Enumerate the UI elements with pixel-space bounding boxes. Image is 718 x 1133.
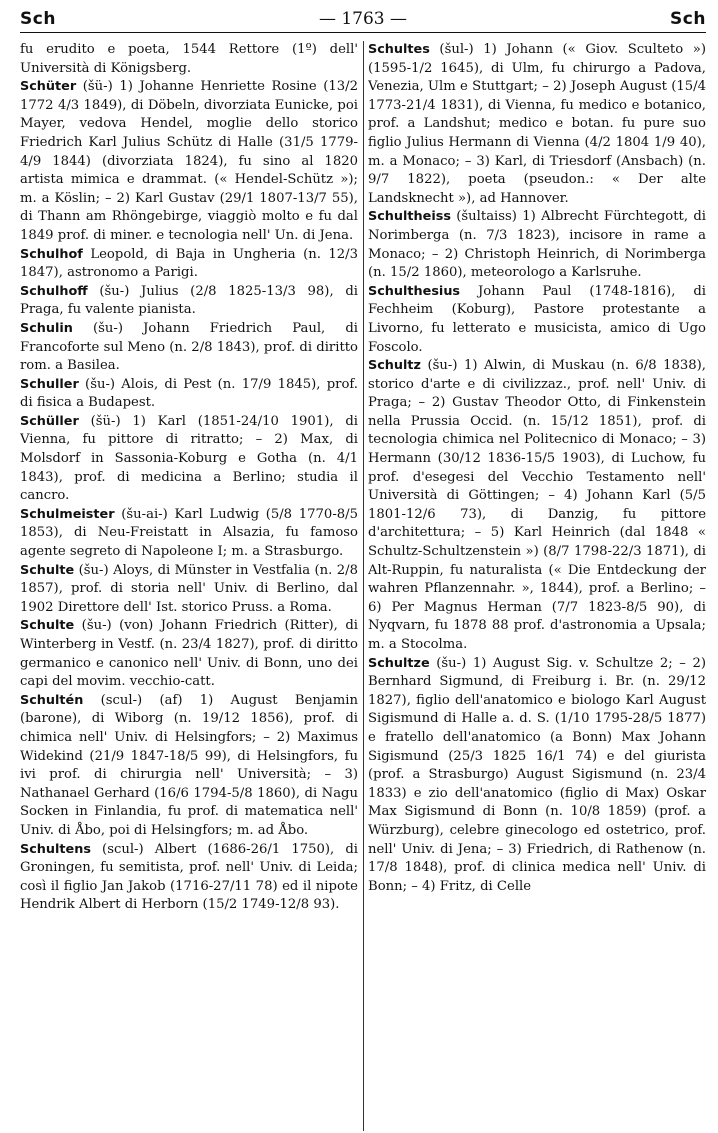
entry-headword: Schulmeister xyxy=(20,506,115,522)
entry-text: Leopold, di Baja in Ungheria (n. 12/3 1847), astronomo a Parigi. xyxy=(20,246,358,281)
entry xyxy=(20,413,358,506)
entry-headword: Schüter xyxy=(20,79,77,95)
entry-headword: Schulte xyxy=(20,618,75,634)
page-number: — 1763 — xyxy=(318,9,408,29)
running-head-right: Sch xyxy=(670,9,706,29)
entry-headword: Schüller xyxy=(20,413,79,429)
entry xyxy=(20,841,358,915)
column-right xyxy=(368,41,706,1131)
entry-text: (šu-ai-) Karl Ludwig (5/8 1770-8/5 1853), di Neu-Freistatt in Alsazia, fu famoso agente segreto di Napoleone I; m. a Strasburgo. xyxy=(20,506,358,560)
entry-text: (šu-) Johann Friedrich Paul, di Francoforte sul Meno (n. 2/8 1843), prof. di diritto rom. a Basilea. xyxy=(20,320,358,374)
entry-text: fu erudito e poeta, 1544 Rettore (1º) dell' Università di Königsberg. xyxy=(20,42,358,76)
entry-headword: Schultens xyxy=(20,841,91,857)
entry-text: (šul-) 1) Johann (« Giov. Sculteto ») (1595-1/2 1645), di Ulm, fu chirurgo a Padova, Venezia, Ulm e Stuttgart; – 2) Joseph August (15/4 1773-21/4 1831), di Vienna, fu medico e botanico, prof. a Landshut; medico e botan. fu pure suo figlio Julius Hermann di Vienna (4/2 1804 1/9 40), m. a Monaco; – 3) Karl, di Triesdorf (Ansbach) (n. 9/7 1822), poeta (pseudon.: « Der alte Landsknecht »), ad Hannover. xyxy=(368,42,706,206)
entry-headword: Schulhoff xyxy=(20,283,88,299)
entry xyxy=(368,41,706,208)
column-divider xyxy=(363,41,364,1131)
entry xyxy=(20,506,358,562)
entry xyxy=(368,357,706,655)
entry-text: (šu-) (von) Johann Friedrich (Ritter), di Winterberg in Vestf. (n. 23/4 1827), prof. di diritto germanico e canonico nell' Univ. di Bonn, uno dei capi del movim. vecchio-catt. xyxy=(20,618,358,690)
entry-text: (scul-) Albert (1686-26/1 1750), di Groningen, fu semitista, prof. nell' Univ. di Leida; così il figlio Jan Jakob (1716-27/11 78) ed il nipote Hendrik Albert di Herborn (15/2 1749-12/8 93). xyxy=(20,841,358,913)
entry-headword: Schultheiss xyxy=(368,209,451,225)
entry-headword: Schulin xyxy=(20,320,73,336)
entry-text: (scul-) (af) 1) August Benjamin (barone), di Wiborg (n. 19/12 1856), prof. di chimica nell' Univ. di Helsingfors; – 2) Maximus Widekind (21/9 1847-18/5 99), di Helsingfors, fu ivi prof. di chirurgia nell' Università; – 3) Nathanael Gerhard (16/6 1794-5/8 1860), di Nagu Socken in Finlandia, fu prof. di matematica nell' Univ. di Åbo, poi di Helsingfors; m. ad Åbo. xyxy=(20,692,358,838)
entry xyxy=(20,41,358,78)
entry xyxy=(20,246,358,283)
entry xyxy=(20,617,358,691)
entry-text: Johann Paul (1748-1816), di Fechheim (Koburg), Pastore protestante a Livorno, fu letterato e musicista, amico di Ugo Foscolo. xyxy=(368,283,706,355)
entry xyxy=(368,283,706,357)
entry-text: (šu-) 1) August Sig. v. Schultze 2; – 2) Bernhard Sigmund, di Freiburg i. Br. (n. 29/12 1827), figlio dell'anatomico e biologo Karl August Sigismund di Halle a. d. S. (1/10 1795-28/5 1877) e fratello dell'anatomico (a Bonn) Max Johann Sigismund (25/3 1825 16/1 74) e del giurista (prof. a Strasburgo) August Sigismund (n. 23/4 1833) e zio dell'anatomico (figlio di Max) Oskar Max Sigismund di Bonn (n. 10/8 1859) (prof. a Würzburg), celebre ginecologo ed ostetrico, prof. nell' Univ. di Jena; – 3) Friedrich, di Rathenow (n. 17/8 1848), prof. di clinica medica nell' Univ. di Bonn; – 4) Fritz, di Celle xyxy=(368,655,706,894)
entry xyxy=(368,208,706,282)
entry-text: (šü-) 1) Johanne Henriette Rosine (13/2 1772 4/3 1849), di Döbeln, divorziata Eunicke, poi Mayer, vedova Hendel, moglie dello storico Friedrich Karl Julius Schütz di Halle (31/5 1779-4/9 1844) (divorziata 1824), fu sino al 1820 artista mimica e drammat. (« Hendel-Schütz »); m. a Köslin; – 2) Karl Gustav (29/1 1807-13/7 55), di Thann am Rhöngebirge, viaggiò molto e fu dal 1849 prof. di miner. e tecnologia nell' Un. di Jena. xyxy=(20,79,358,243)
entry xyxy=(20,320,358,376)
entry-text: (šu-) Aloys, di Münster in Vestfalia (n. 2/8 1857), prof. di storia nell' Univ. di Berlino, dal 1902 Direttore dell' Ist. storico Pruss. a Roma. xyxy=(20,562,358,615)
text-columns xyxy=(20,41,706,1131)
entry xyxy=(20,78,358,245)
entry-headword: Schuller xyxy=(20,376,79,392)
entry xyxy=(20,692,358,841)
entry-text: (šu-) Alois, di Pest (n. 17/9 1845), prof. di fisica a Budapest. xyxy=(20,376,358,411)
entry-text: (šu-) 1) Alwin, di Muskau (n. 6/8 1838), storico d'arte e di civilizzaz., prof. nell' Univ. di Praga; – 2) Gustav Theodor Otto, di Finkenstein nella Prussia Occid. (n. 15/12 1851), prof. di tecnologia chimica nel Politecnico di Monaco; – 3) Hermann (30/12 1836-15/5 1903), di Luchow, fu prof. d'esegesi del Vecchio Testamento nell' Università di Göttingen; – 4) Johann Karl (5/5 1801-12/6 73), di Danzig, fu pittore d'architettura; – 5) Karl Heinrich (dal 1848 « Schultz-Schultzenstein ») (8/7 1798-22/3 1871), di Alt-Ruppin, fu naturalista (« Die Entdeckung der wahren Pflanzennahr. », 1844), prof. a Berlino; – 6) Per Magnus Herman (7/7 1823-8/5 90), di Nyqvarn, fu 1878 88 prof. d'astronomia a Upsala; m. a Stocolma. xyxy=(368,358,706,652)
entry xyxy=(20,283,358,320)
entry-text: (šultaiss) 1) Albrecht Fürchtegott, di Norimberga (n. 7/3 1823), incisore in rame a Monaco; – 2) Christoph Heinrich, di Norimberga (n. 15/2 1860), meteorologo a Karlsruhe. xyxy=(368,209,706,281)
entry-headword: Schulhof xyxy=(20,246,83,262)
entry xyxy=(20,376,358,413)
entry-headword: Schultes xyxy=(368,42,430,57)
page-header xyxy=(20,6,706,33)
entry-text: (šu-) Julius (2/8 1825-13/3 98), di Praga, fu valente pianista. xyxy=(20,283,358,318)
entry-headword: Schultén xyxy=(20,692,84,708)
entry-text: (šü-) 1) Karl (1851-24/10 1901), di Vienna, fu pittore di ritratto; – 2) Max, di Molsdorf in Sassonia-Koburg e Gotha (n. 4/1 1843), prof. di medicina a Berlino; studia il cancro. xyxy=(20,413,358,504)
column-left xyxy=(20,41,358,1131)
entry xyxy=(368,655,706,897)
running-head-left: Sch xyxy=(20,9,56,29)
entry-headword: Schultz xyxy=(368,358,421,374)
entry-headword: Schulthesius xyxy=(368,283,461,299)
entry-headword: Schultze xyxy=(368,655,430,671)
entry xyxy=(20,562,358,618)
entry-headword: Schulte xyxy=(20,562,75,578)
